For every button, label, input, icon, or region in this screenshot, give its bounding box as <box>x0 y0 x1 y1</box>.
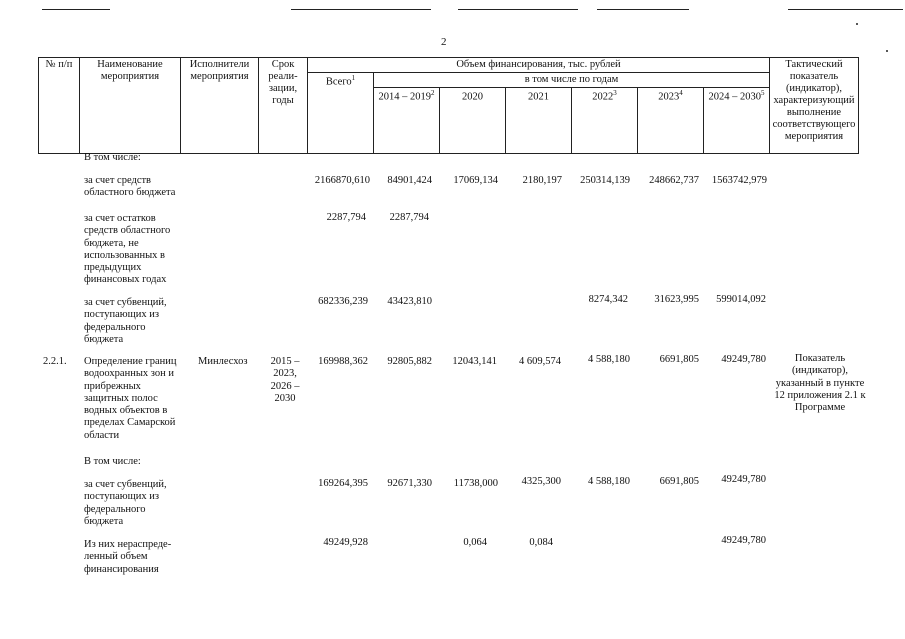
cell-value: 92805,882 <box>387 356 432 367</box>
footnote-mark: 3 <box>613 89 617 98</box>
row-name: за счет субвенций, поступающих из федерального бюджета <box>84 479 167 527</box>
header-rule <box>42 9 110 10</box>
header-rule <box>291 9 431 10</box>
cell-value: 6691,805 <box>659 354 699 365</box>
cell-value: 2287,794 <box>389 212 429 223</box>
footnote-mark: 4 <box>679 89 683 98</box>
cell-value: 49249,780 <box>721 535 766 546</box>
cell-total: 169264,395 <box>318 478 368 489</box>
header-rule <box>788 9 903 10</box>
cell-total: 682336,239 <box>318 296 368 307</box>
cell-value: 49249,780 <box>721 474 766 485</box>
footnote-mark: 5 <box>761 89 765 98</box>
cell-value: 4 588,180 <box>588 476 630 487</box>
col-total-label: Всего <box>325 76 352 88</box>
scan-speck <box>856 23 858 25</box>
cell-value: 4 588,180 <box>588 354 630 365</box>
cell-value: 49249,780 <box>721 354 766 365</box>
row-subheading: В том числе: <box>84 152 141 163</box>
cell-total: 2166870,610 <box>314 175 370 186</box>
footnote-mark: 2 <box>431 89 435 98</box>
row-executor: Минлесхоз <box>198 356 248 367</box>
table-header <box>38 57 859 154</box>
col-exec-header: Исполнители мероприятия <box>181 58 259 154</box>
col-total-header <box>308 73 374 154</box>
cell-total: 49249,928 <box>323 537 368 548</box>
col-year-header <box>704 88 770 154</box>
year-label: 2022 <box>592 91 614 103</box>
col-year-header <box>638 88 704 154</box>
page-number: 2 <box>441 36 447 48</box>
row-number: 2.2.1. <box>43 356 67 367</box>
row-subheading: В том числе: <box>84 456 141 467</box>
cell-value: 31623,995 <box>654 294 699 305</box>
cell-total: 2287,794 <box>326 212 366 223</box>
row-name: за счет субвенций, поступающих из федерального бюджета <box>84 297 167 345</box>
footnote-mark: 1 <box>351 74 356 83</box>
col-num-header: № п/п <box>39 58 80 154</box>
col-name-header: Наименование мероприятия <box>80 58 181 154</box>
cell-value: 6691,805 <box>659 476 699 487</box>
col-indicator-header: Тактический показатель (индикатор), характеризующий выполнение соответствующего мероприятия <box>770 58 859 154</box>
year-label: 2014 – 2019 <box>378 91 431 103</box>
row-name: за счет средств областного бюджета <box>84 175 176 199</box>
col-year-header <box>572 88 638 154</box>
col-years-header: в том числе по годам <box>374 73 770 88</box>
cell-value: 12043,141 <box>452 356 497 367</box>
cell-value: 2180,197 <box>522 175 562 186</box>
year-label: 2024 – 2030 <box>708 91 761 103</box>
cell-value: 599014,092 <box>716 294 766 305</box>
cell-value: 0,084 <box>529 537 553 548</box>
cell-value: 92671,330 <box>387 478 432 489</box>
cell-value: 4325,300 <box>521 476 561 487</box>
col-year-header <box>374 88 440 154</box>
col-year-header <box>506 88 572 154</box>
row-term: 2015 – 2023, 2026 – 2030 <box>270 356 300 404</box>
row-name: за счет остатков средств областного бюджета, не использованных в предыдущих финансовых годах <box>84 213 171 286</box>
cell-value: 17069,134 <box>453 175 498 186</box>
cell-value: 0,064 <box>463 537 487 548</box>
cell-value: 250314,139 <box>580 175 630 186</box>
row-name: Из них нераспреде-ленный объем финансирования <box>84 539 172 575</box>
year-label: 2021 <box>528 91 549 103</box>
header-rule <box>597 9 689 10</box>
cell-total: 169988,362 <box>318 356 368 367</box>
col-year-header <box>440 88 506 154</box>
cell-value: 1563742,979 <box>711 175 767 186</box>
cell-value: 11738,000 <box>453 478 498 489</box>
year-label: 2023 <box>658 91 680 103</box>
row-indicator: Показатель (индикатор), указанный в пункте 12 приложения 2.1 к Программе <box>774 353 866 414</box>
scan-speck <box>886 50 888 52</box>
cell-value: 4 609,574 <box>519 356 561 367</box>
header-rule <box>458 9 578 10</box>
cell-value: 43423,810 <box>387 296 432 307</box>
col-term-header: Срок реали-зации, годы <box>259 58 308 154</box>
year-label: 2020 <box>462 91 483 103</box>
row-name: Определение границ водоохранных зон и прибрежных защитных полос водных объектов в пределах Самарской области <box>84 356 177 441</box>
cell-value: 248662,737 <box>649 175 699 186</box>
cell-value: 84901,424 <box>387 175 432 186</box>
col-financing-header: Объем финансирования, тыс. рублей <box>308 58 770 73</box>
cell-value: 8274,342 <box>588 294 628 305</box>
